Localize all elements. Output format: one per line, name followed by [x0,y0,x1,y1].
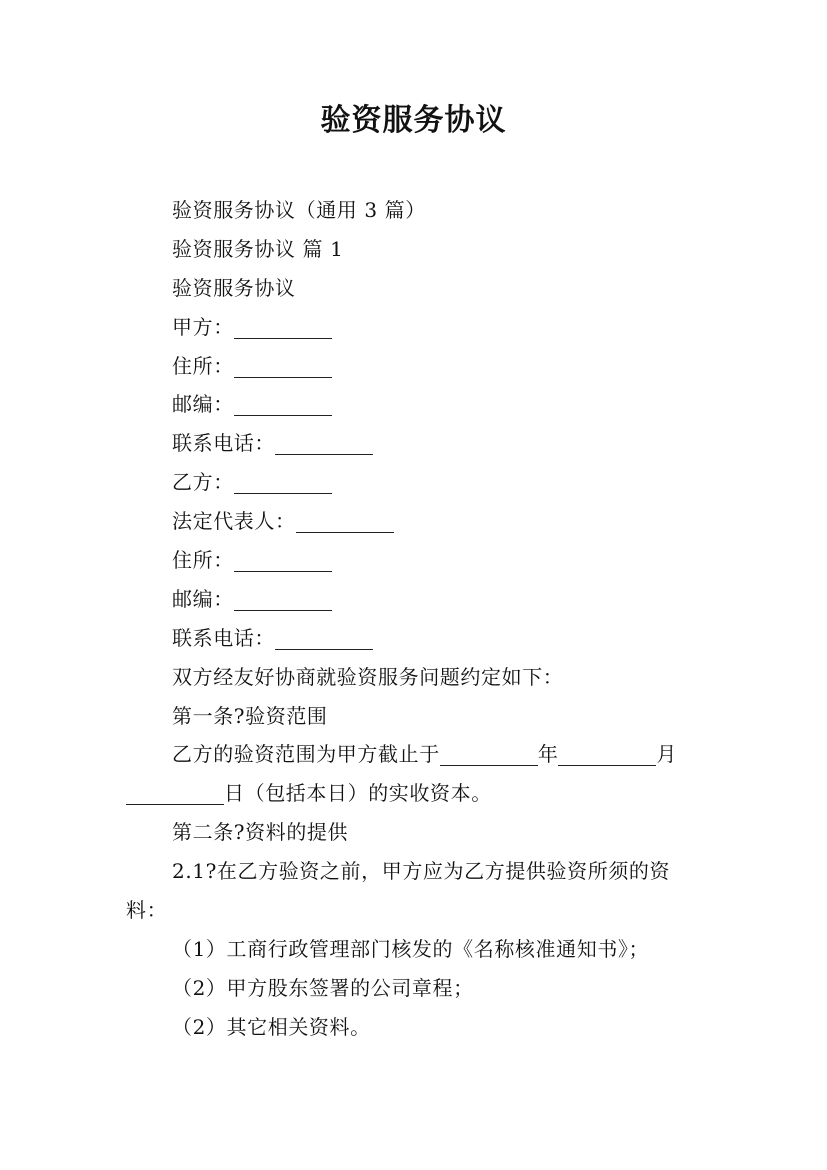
article-1-text [126,735,706,774]
fill-in-blank [275,430,373,455]
postcode-label: 邮编： [172,392,234,417]
phone-label: 联系电话： [172,625,275,650]
article-1-text-cont [126,774,706,813]
party-b-label: 乙方： [172,470,234,495]
address-label: 住所： [172,353,234,378]
list-item: （2）其它相关资料。 [172,1014,371,1039]
phone-label: 联系电话： [172,431,275,456]
legal-rep-label: 法定代表人： [172,509,296,534]
party-b-line [126,463,706,502]
party-a-address-line [126,347,706,386]
party-a-phone-line [126,424,706,463]
subtitle-line: 验资服务协议（通用 3 篇） [172,198,426,222]
party-a-label: 甲方： [172,314,234,339]
party-a-line [126,308,706,347]
section-heading: 验资服务协议 篇 1 [172,236,344,261]
clause-2-1-cont: 料： [126,898,168,923]
article-1-heading: 第一条?验资范围 [172,703,328,728]
fill-in-blank [234,586,332,611]
fill-in-blank [126,780,224,805]
fill-in-blank [275,625,373,650]
fill-in-blank [440,741,538,766]
fill-in-blank [234,353,332,378]
fill-in-blank [296,508,394,533]
fill-in-blank [234,469,332,494]
fill-in-blank [234,547,332,572]
month-label: 月 [656,742,678,767]
legal-rep-line [126,502,706,541]
fill-in-blank [234,314,332,339]
year-label: 年 [537,742,559,767]
clause-2-1: 2.1?在乙方验资之前，甲方应为乙方提供验资所须的资 [172,859,671,884]
agreement-intro: 双方经友好协商就验资服务问题约定如下： [172,664,564,689]
party-b-address-line [126,541,706,580]
day-text: 日（包括本日）的实收资本。 [224,781,492,806]
party-b-phone-line [126,619,706,658]
address-label: 住所： [172,548,234,573]
scope-text: 乙方的验资范围为甲方截止于 [172,742,440,767]
fill-in-blank [234,391,332,416]
document-body [126,191,706,1047]
document-title: 验资服务协议 [320,103,507,138]
list-item: （2）甲方股东签署的公司章程； [172,975,474,1000]
fill-in-blank [558,741,656,766]
party-b-postcode-line [126,580,706,619]
party-a-postcode-line [126,385,706,424]
agreement-name: 验资服务协议 [172,275,296,300]
article-2-heading: 第二条?资料的提供 [172,820,349,845]
list-item: （1）工商行政管理部门核发的《名称核准通知书》； [172,936,650,961]
postcode-label: 邮编： [172,586,234,611]
